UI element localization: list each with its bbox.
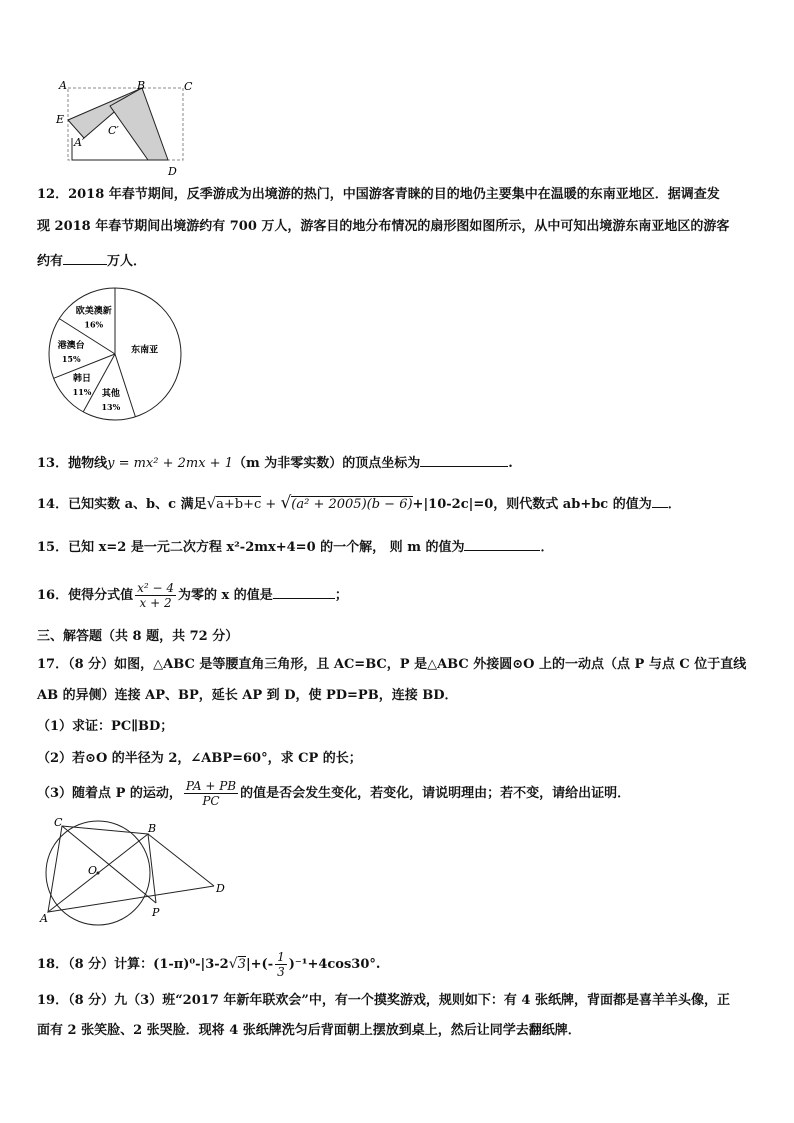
q15: 15．已知 x=2 是一元二次方程 x²-2mx+4=0 的一个解， 则 m 的值为 ． [37, 536, 554, 557]
q12-line-1: 12．2018 年春节期间，反季游成为出境游的热门，中国游客青睐的目的地仍主要集中在温暖的东南亚地区．据调查发 [37, 187, 720, 202]
label-c: C [54, 816, 63, 829]
pie-label-4: 韩日 [72, 374, 92, 385]
segment-ad [48, 886, 214, 912]
q14: 14．已知实数 a、b、c 满足√a+b+c + √(a² + 2005)(b − 6)+|10-2c|=0，则代数式 ab+bc 的值为 ． [37, 493, 681, 513]
pie-value-3: 15% [61, 353, 81, 364]
pie-label-3: 港澳台 [57, 340, 85, 351]
pie-value-2: 16% [84, 319, 104, 330]
q16: 16．使得分式值 $\frac{\text{x² − 4}}{x + 2}$ 为零的 x 的值是 ； [37, 581, 348, 610]
q17-line-1: 17．（8 分）如图，△ABC 是等腰直角三角形，且 AC=BC，P 是△ABC 外接圆⊙O 上的一动点（点 P 与点 C 位于直线 [37, 657, 747, 672]
answer-blank-12[interactable] [63, 250, 107, 265]
folding-figure [50, 78, 200, 178]
pie-label-2: 欧美澳新 [75, 306, 112, 317]
circle-figure [36, 816, 236, 926]
section-3-title: 三、解答题（共 8 题，共 72 分） [37, 629, 239, 644]
answer-blank-13[interactable] [420, 452, 508, 467]
answer-blank-16[interactable] [273, 584, 335, 599]
label-d: D [216, 882, 225, 895]
pie-value-4: 11% [72, 387, 92, 398]
label-d: D [168, 165, 177, 178]
label-a: A [59, 79, 67, 92]
answer-blank-15[interactable] [464, 536, 540, 551]
pie-chart [40, 286, 190, 426]
pie-label-1: 东南亚 [131, 345, 159, 356]
q12-line-2: 现 2018 年春节期间出境游约有 700 万人，游客目的地分布情况的扇形图如图所示，从中可知出境游东南亚地区的游客 [37, 219, 730, 234]
q13: 13．抛物线y = mx² + 2mx + 1（m 为非零实数）的顶点坐标为 . [37, 452, 513, 473]
q17-line-2: AB 的异侧）连接 AP、BP，延长 AP 到 D，使 PD=PB，连接 BD． [37, 688, 458, 703]
label-o: O [88, 864, 98, 877]
label-c: C [184, 80, 193, 93]
label-a: A [40, 912, 48, 925]
label-c-prime: C′ [108, 124, 119, 137]
q18: 18．（8 分）计算：(1-π)⁰-|3-2√3|+(- $\frac{1}{3}$ )⁻¹+4cos30°. [37, 950, 381, 979]
answer-blank-14[interactable] [652, 493, 668, 508]
label-b: B [137, 79, 146, 92]
q19-line-2: 面有 2 张笑脸、2 张哭脸．现将 4 张纸牌洗匀后背面朝上摆放到桌上，然后让同学去翻纸牌． [37, 1023, 581, 1038]
label-b: B [148, 822, 157, 835]
segment-bd [148, 834, 214, 886]
q17-part-3: （3）随着点 P 的运动， $\frac{PA + PB}{PC}$ 的值是否会发生变化，若变化，请说明理由；若不变，请给出证明． [37, 779, 631, 808]
pie-label-5: 其他 [101, 388, 120, 399]
q12-line-3: 约有 万人． [37, 250, 146, 271]
pie-value-5: 13% [101, 401, 121, 412]
q17-part-1: （1）求证：PC∥BD； [37, 719, 174, 734]
label-a-prime: A′ [74, 136, 85, 149]
label-e: E [56, 113, 65, 126]
q19-line-1: 19．（8 分）九（3）班“2017 年新年联欢会”中，有一个摸奖游戏，规则如下：有 4 张纸牌，背面都是喜羊羊头像，正 [37, 993, 730, 1008]
segment-bp [148, 834, 156, 903]
label-p: P [152, 906, 160, 919]
segment-cp [62, 826, 156, 903]
q17-part-2: （2）若⊙O 的半径为 2，∠ABP=60°，求 CP 的长； [37, 751, 362, 766]
